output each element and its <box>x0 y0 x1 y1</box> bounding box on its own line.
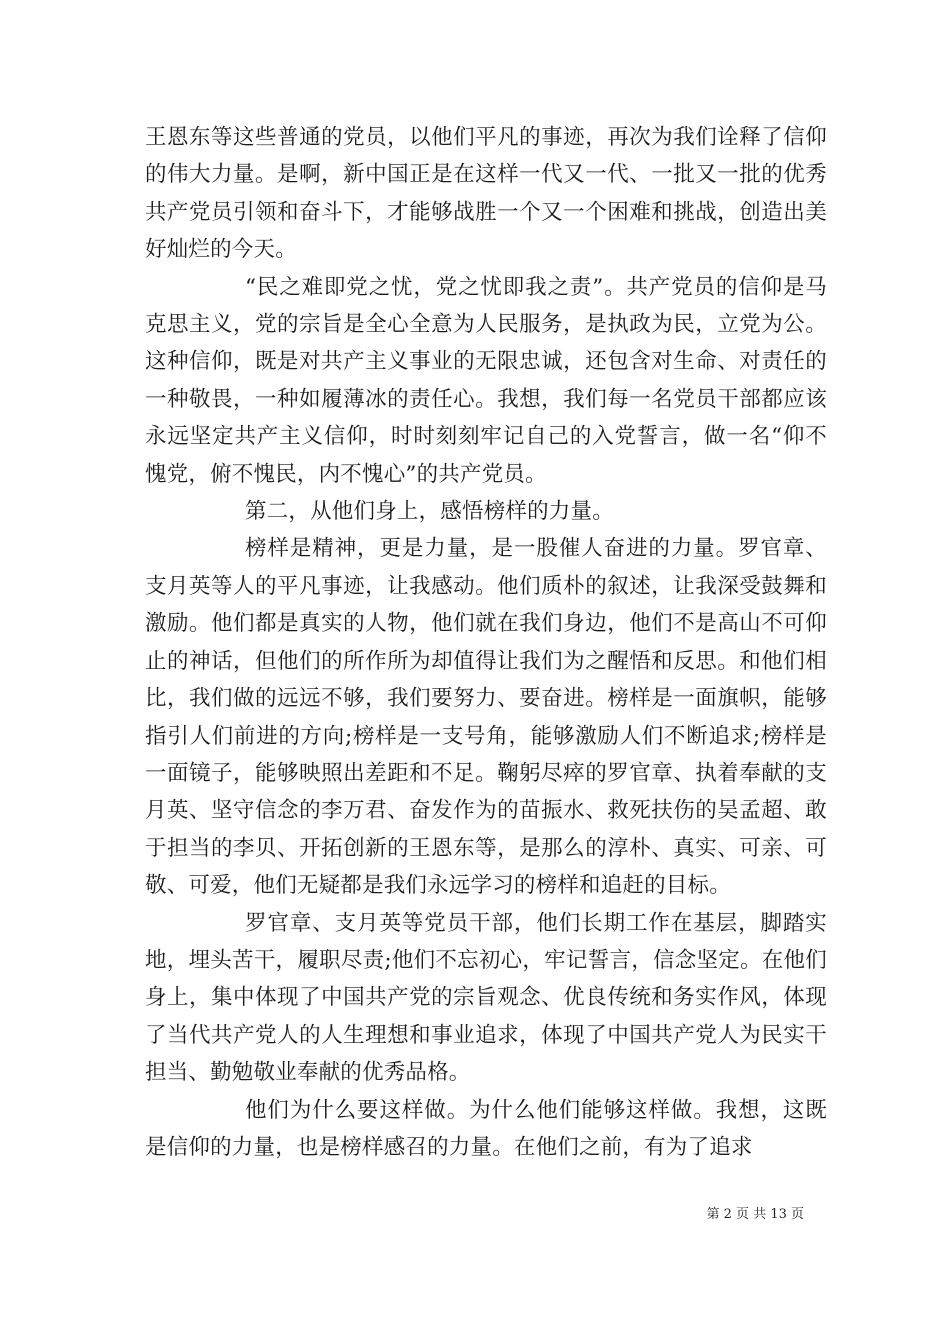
paragraph-1: 王恩东等这些普通的党员，以他们平凡的事迹，再次为我们诠释了信仰的伟大力量。是啊，新中国正是在这样一代又一代、一批又一批的优秀共产党员引领和奋斗下，才能够战胜一个又一个困难和挑战，创造出美好灿烂的今天。 <box>145 125 827 263</box>
paragraph-4: 榜样是精神，更是力量，是一股催人奋进的力量。罗官章、支月英等人的平凡事迹，让我感动。他们质朴的叙述，让我深受鼓舞和激励。他们都是真实的人物，他们就在我们身边，他们不是高山不可仰止的神话，但他们的所作所为却值得让我们为之醒悟和反思。和他们相比，我们做的远远不够，我们要努力、要奋进。榜样是一面旗帜，能够指引人们前进的方向;榜样是一支号角，能够激励人们不断追求;榜样是一面镜子，能够映照出差距和不足。鞠躬尽瘁的罗官章、执着奉献的支月英、坚守信念的李万君、奋发作为的苗振水、救死扶伤的吴孟超、敢于担当的李贝、开拓创新的王恩东等，是那么的淳朴、真实、可亲、可敬、可爱，他们无疑都是我们永远学习的榜样和追赶的目标。 <box>145 536 827 899</box>
paragraph-2: “民之难即党之忧，党之忧即我之责”。共产党员的信仰是马克思主义，党的宗旨是全心全意为人民服务，是执政为民，立党为公。这种信仰，既是对共产主义事业的无限忠诚，还包含对生命、对责任的一种敬畏，一种如履薄冰的责任心。我想，我们每一名党员干部都应该永远坚定共产主义信仰，时时刻刻牢记自己的入党誓言，做一名“仰不愧党，俯不愧民，内不愧心”的共产党员。 <box>145 274 827 487</box>
paragraph-6: 他们为什么要这样做。为什么他们能够这样做。我想，这既是信仰的力量，也是榜样感召的力量。在他们之前，有为了追求 <box>145 1097 827 1160</box>
paragraph-5: 罗官章、支月英等党员干部，他们长期工作在基层，脚踏实地，埋头苦干，履职尽责;他们不忘初心，牢记誓言，信念坚定。在他们身上，集中体现了中国共产党的宗旨观念、优良传统和务实作风，体现了当代共产党人的人生理想和事业追求，体现了中国共产党人为民实干担当、勤勉敬业奉献的优秀品格。 <box>145 910 827 1086</box>
paragraph-3: 第二，从他们身上，感悟榜样的力量。 <box>245 499 614 525</box>
page-number: 第 2 页 共 13 页 <box>706 1207 804 1222</box>
body-text <box>145 119 827 1166</box>
